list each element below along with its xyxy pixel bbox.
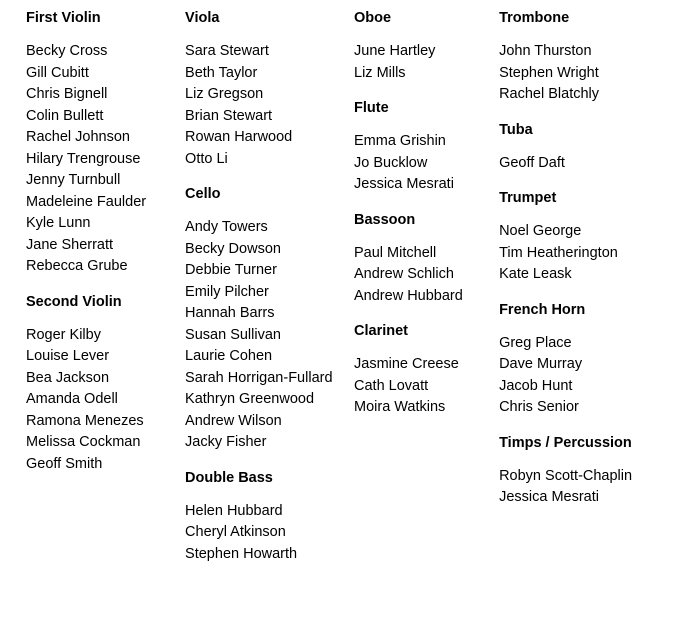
section-heading: First Violin bbox=[26, 10, 101, 26]
name-list bbox=[185, 41, 350, 170]
name-list bbox=[499, 221, 668, 286]
section-trumpet bbox=[499, 190, 668, 286]
section-heading: Second Violin bbox=[26, 293, 122, 310]
list-item: Jessica Mesrati bbox=[354, 176, 454, 192]
section-heading: Oboe bbox=[354, 10, 392, 26]
list-item: Tim Heatherington bbox=[499, 244, 618, 261]
list-item: Jacky Fisher bbox=[185, 434, 267, 450]
list-item: Gill Cubitt bbox=[26, 64, 89, 81]
column-brass-percussion bbox=[499, 10, 668, 511]
section-heading: French Horn bbox=[499, 301, 586, 318]
name-list bbox=[26, 41, 175, 278]
list-item: June Hartley bbox=[354, 43, 436, 59]
list-item: Robyn Scott-Chaplin bbox=[499, 467, 633, 484]
section-heading: Trumpet bbox=[499, 190, 557, 206]
section-heading: Clarinet bbox=[354, 323, 408, 339]
list-item: Kyle Lunn bbox=[26, 215, 91, 231]
list-item: Kathryn Greenwood bbox=[185, 391, 315, 407]
list-item: Ramona Menezes bbox=[26, 412, 144, 429]
list-item: John Thurston bbox=[499, 43, 592, 59]
list-item: Geoff Daft bbox=[499, 154, 565, 171]
section-second-violin bbox=[26, 294, 175, 476]
list-item: Louise Lever bbox=[26, 348, 110, 364]
list-item: Bea Jackson bbox=[26, 369, 110, 386]
list-item: Liz Mills bbox=[354, 64, 406, 81]
list-item: Amanda Odell bbox=[26, 391, 118, 407]
section-french-horn bbox=[499, 302, 668, 419]
list-item: Emma Grishin bbox=[354, 133, 446, 149]
section-heading: Double Bass bbox=[185, 469, 273, 486]
list-item: Chris Senior bbox=[499, 399, 579, 415]
section-heading: Trombone bbox=[499, 10, 570, 26]
name-list bbox=[354, 41, 499, 84]
list-item: Rachel Johnson bbox=[26, 129, 130, 145]
name-list bbox=[354, 354, 499, 419]
list-item: Stephen Howarth bbox=[185, 545, 298, 562]
section-cello bbox=[185, 186, 350, 454]
list-item: Hannah Barrs bbox=[185, 305, 275, 321]
list-item: Helen Hubbard bbox=[185, 502, 283, 519]
section-oboe bbox=[354, 10, 499, 84]
name-list bbox=[499, 466, 668, 509]
list-item: Sarah Horrigan-Fullard bbox=[185, 369, 333, 386]
list-item: Chris Bignell bbox=[26, 86, 108, 102]
list-item: Andy Towers bbox=[185, 219, 268, 235]
section-double-bass bbox=[185, 470, 350, 566]
list-item: Debbie Turner bbox=[185, 262, 277, 278]
list-item: Andrew Wilson bbox=[185, 412, 282, 429]
list-item: Becky Cross bbox=[26, 43, 108, 59]
list-item: Emily Pilcher bbox=[185, 283, 269, 300]
list-item: Rowan Harwood bbox=[185, 129, 293, 145]
list-item: Cheryl Atkinson bbox=[185, 524, 286, 540]
list-item: Jasmine Creese bbox=[354, 356, 459, 372]
column-viola-cello-double-bass bbox=[175, 10, 350, 567]
section-first-violin bbox=[26, 10, 175, 278]
list-item: Beth Taylor bbox=[185, 64, 258, 81]
section-timps-percussion bbox=[499, 435, 668, 509]
section-tuba bbox=[499, 122, 668, 175]
list-item: Dave Murray bbox=[499, 356, 583, 372]
section-trombone bbox=[499, 10, 668, 106]
list-item: Hilary Trengrouse bbox=[26, 150, 141, 167]
list-item: Paul Mitchell bbox=[354, 244, 437, 261]
list-item: Noel George bbox=[499, 223, 582, 239]
section-heading: Timps / Percussion bbox=[499, 434, 632, 451]
list-item: Susan Sullivan bbox=[185, 326, 281, 343]
section-heading: Flute bbox=[354, 100, 389, 116]
list-item: Andrew Schlich bbox=[354, 266, 454, 282]
list-item: Greg Place bbox=[499, 334, 572, 351]
list-item: Melissa Cockman bbox=[26, 434, 141, 450]
list-item: Geoff Smith bbox=[26, 455, 103, 472]
name-list bbox=[354, 243, 499, 308]
list-item: Kate Leask bbox=[499, 266, 572, 282]
list-item: Becky Dowson bbox=[185, 240, 281, 257]
name-list bbox=[185, 217, 350, 454]
list-item: Rachel Blatchly bbox=[499, 86, 600, 102]
section-clarinet bbox=[354, 323, 499, 419]
list-item: Stephen Wright bbox=[499, 64, 599, 81]
list-item: Cath Lovatt bbox=[354, 377, 429, 394]
list-item: Liz Gregson bbox=[185, 86, 264, 102]
list-item: Andrew Hubbard bbox=[354, 287, 463, 304]
list-item: Colin Bullett bbox=[26, 107, 104, 124]
name-list bbox=[354, 131, 499, 196]
name-list bbox=[499, 153, 668, 175]
list-item: Laurie Cohen bbox=[185, 348, 273, 364]
name-list bbox=[499, 333, 668, 419]
name-list bbox=[185, 501, 350, 566]
section-heading: Bassoon bbox=[354, 211, 416, 228]
list-item: Brian Stewart bbox=[185, 107, 273, 124]
list-item: Jo Bucklow bbox=[354, 154, 428, 171]
section-heading: Cello bbox=[185, 186, 221, 202]
list-item: Jenny Turnbull bbox=[26, 172, 121, 188]
list-item: Jacob Hunt bbox=[499, 377, 573, 394]
section-bassoon bbox=[354, 212, 499, 308]
section-heading: Tuba bbox=[499, 121, 533, 138]
column-oboe-flute-bassoon-clarinet bbox=[350, 10, 499, 421]
name-list bbox=[499, 41, 668, 106]
section-viola bbox=[185, 10, 350, 170]
list-item: Madeleine Faulder bbox=[26, 193, 147, 210]
list-item: Sara Stewart bbox=[185, 43, 269, 59]
name-list bbox=[26, 325, 175, 476]
list-item: Rebecca Grube bbox=[26, 258, 128, 274]
list-item: Jane Sherratt bbox=[26, 236, 114, 253]
column-container bbox=[8, 10, 668, 619]
section-heading: Viola bbox=[185, 10, 220, 26]
column-first-violin-second-violin bbox=[8, 10, 175, 477]
list-item: Otto Li bbox=[185, 150, 228, 167]
list-item: Moira Watkins bbox=[354, 399, 446, 415]
list-item: Roger Kilby bbox=[26, 326, 101, 343]
section-flute bbox=[354, 100, 499, 196]
list-item: Jessica Mesrati bbox=[499, 489, 599, 505]
